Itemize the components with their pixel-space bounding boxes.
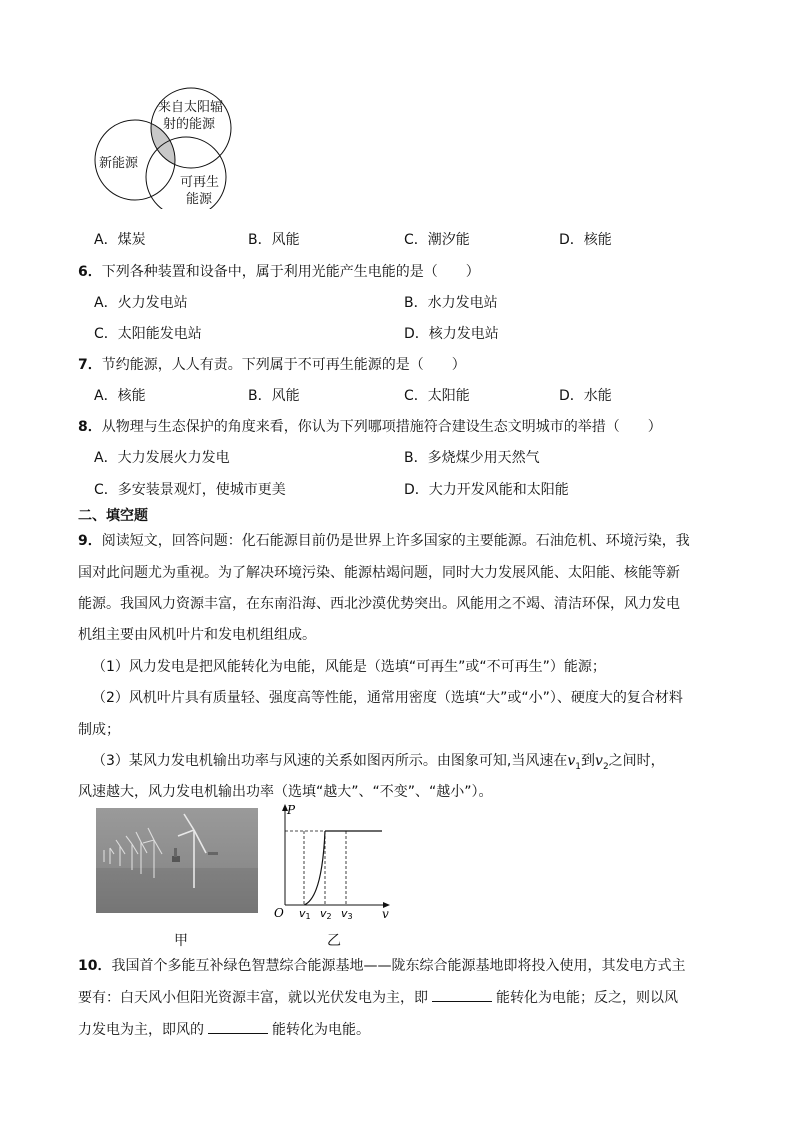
venn-label-right-2: 能源	[186, 192, 213, 207]
graph-caption: 乙	[327, 933, 341, 949]
q7-text: 节约能源，人人有责。下列属于不可再生能源的是（ ）	[101, 357, 466, 373]
photo-caption: 甲	[174, 933, 188, 949]
q6-text: 下列各种装置和设备中，属于利用光能产生电能的是（ ）	[101, 264, 480, 280]
q9-line-1	[78, 530, 690, 550]
graph-tick-v2: v2	[320, 907, 332, 921]
q6-option-b[interactable]: B．水力发电站	[404, 295, 498, 311]
q7-option-d[interactable]: D．水能	[559, 388, 612, 404]
q10-text-2a: 要有：白天风小但阳光资源丰富，就以光伏发电为主，即	[78, 990, 428, 1006]
q9-v2-sub: 2	[602, 761, 609, 772]
q9-line-2: 国对此问题尤为重视。为了解决环境污染、能源枯竭问题，同时大力发展风能、太阳能、核能等新	[78, 565, 680, 581]
q10-text-3a: 力发电为主，即风的	[78, 1022, 204, 1038]
q10-line-3	[78, 1019, 370, 1039]
q9-v1: v	[567, 753, 576, 769]
q9-sub1: （1）风力发电是把风能转化为电能，风能是（选填“可再生”或“不可再生”）能源；	[92, 659, 606, 675]
q6-option-d[interactable]: D．核力发电站	[404, 326, 499, 342]
q7-number: 7．	[78, 357, 102, 373]
q8-option-b[interactable]: B．多烧煤少用天然气	[404, 450, 540, 466]
q8-option-c[interactable]: C．多安装景观灯，使城市更美	[94, 482, 286, 498]
venn-label-top-1: 来自太阳辐	[158, 100, 224, 115]
q8-option-d[interactable]: D．大力开发风能和太阳能	[404, 482, 569, 498]
q10-blank-1[interactable]	[432, 987, 492, 1002]
q10-text-3b: 能转化为电能。	[272, 1022, 370, 1038]
graph-tick-v1: v1	[299, 907, 311, 921]
q9-sub2-a: （2）风机叶片具有质量轻、强度高等性能，通常用密度（选填“大”或“小”）、硬度大的复合材料	[92, 690, 683, 706]
q9-sub2-b: 制成；	[78, 722, 120, 738]
venn-label-top-2: 射的能源	[163, 117, 216, 132]
graph-tick-v3: v3	[341, 907, 353, 921]
q8-text: 从物理与生态保护的角度来看，你认为下列哪项措施符合建设生态文明城市的举措（ ）	[101, 419, 662, 435]
q9-sub3-pre: （3）某风力发电机输出功率与风速的关系如图丙所示。由图象可知,当风速在	[92, 753, 568, 769]
graph-origin: O	[274, 906, 284, 920]
q9-v2: v	[595, 753, 603, 769]
q9-sub3-post: 之间时，	[608, 753, 665, 769]
wind-farm-photo	[96, 808, 258, 913]
graph-x-label: v	[382, 907, 389, 921]
q9-number: 9．	[78, 533, 102, 549]
q9-text-1: 阅读短文，回答问题：化石能源目前仍是世界上许多国家的主要能源。石油危机、环境污染，我	[101, 533, 690, 549]
q9-sub3-b: 风速越大，风力发电机输出功率（选填“越大”、“不变”、“越小”）。	[78, 784, 493, 800]
q7-option-a[interactable]: A．核能	[94, 388, 146, 404]
graph-curve	[304, 831, 325, 905]
q10-line-1	[78, 955, 685, 975]
q9-line-3: 能源。我国风力资源丰富，在东南沿海、西北沙漠优势突出。风能用之不竭、清洁环保，风力发电	[78, 596, 680, 612]
q6-number: 6．	[78, 264, 102, 280]
q7-stem	[78, 354, 466, 374]
q8-number: 8．	[78, 419, 102, 435]
q10-number: 10．	[78, 958, 112, 974]
venn-label-left: 新能源	[99, 156, 139, 171]
q5-option-b[interactable]: B．风能	[248, 232, 300, 248]
q9-sub3-mid: 到	[581, 753, 596, 769]
q9-v1-sub: 1	[575, 761, 582, 772]
q10-text-2b: 能转化为电能；反之，则以风	[496, 990, 678, 1006]
q7-option-c[interactable]: C．太阳能	[404, 388, 470, 404]
q9-line-4: 机组主要由风机叶片和发电机组组成。	[78, 627, 316, 643]
q6-option-c[interactable]: C．太阳能发电站	[94, 326, 202, 342]
q10-text-1: 我国首个多能互补绿色智慧综合能源基地——陇东综合能源基地即将投入使用，其发电方式主	[111, 958, 686, 974]
section-fill-in-title: 二、填空题	[78, 508, 148, 524]
q5-option-d[interactable]: D．核能	[559, 232, 612, 248]
q6-option-a[interactable]: A．火力发电站	[94, 295, 188, 311]
q10-blank-2[interactable]	[208, 1019, 268, 1034]
q7-option-b[interactable]: B．风能	[248, 388, 300, 404]
venn-label-right-1: 可再生	[180, 175, 220, 190]
q6-stem	[78, 261, 480, 281]
graph-y-label: P	[287, 803, 296, 817]
q5-option-c[interactable]: C．潮汐能	[404, 232, 470, 248]
q10-line-2	[78, 987, 678, 1007]
power-speed-graph	[270, 800, 400, 925]
q9-sub3-a	[92, 750, 665, 772]
q8-stem	[78, 416, 662, 436]
q5-option-a[interactable]: A．煤炭	[94, 232, 146, 248]
q8-option-a[interactable]: A．大力发展火力发电	[94, 450, 230, 466]
